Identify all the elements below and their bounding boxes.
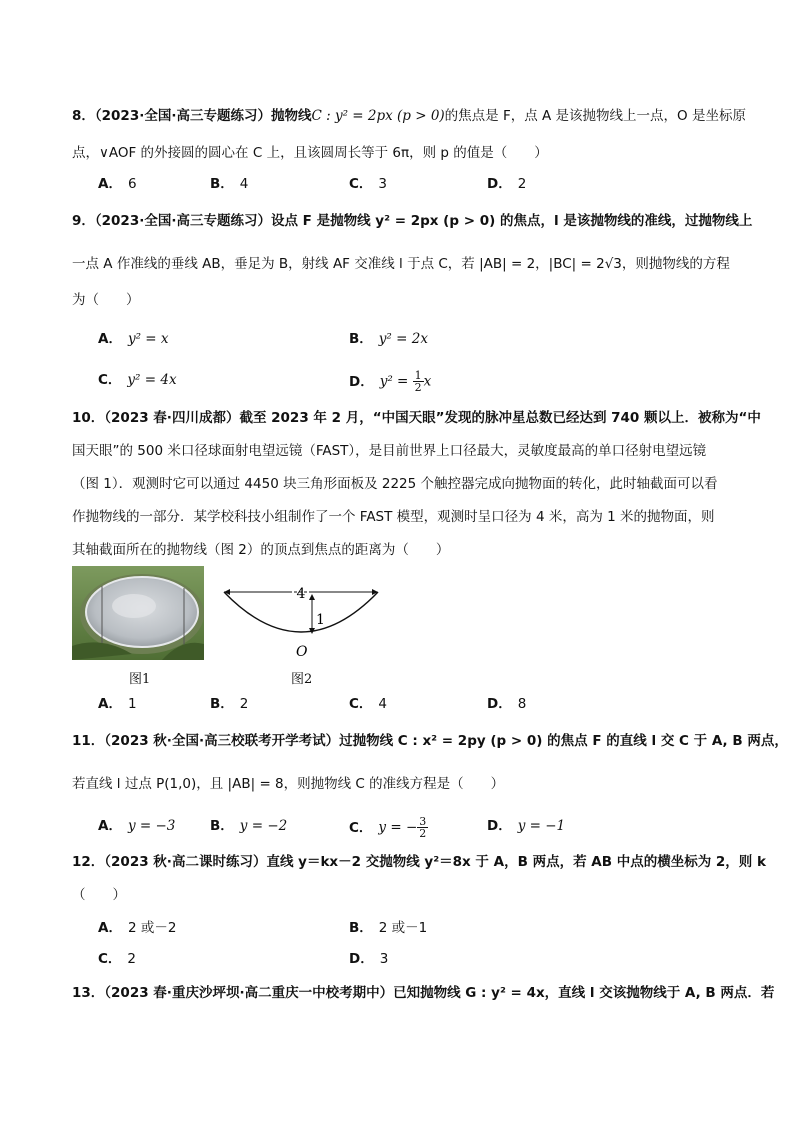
q10-line1: 10．（2023 春·四川成都）截至 2023 年 2 月，“中国天眼”发现的脉冲星总数已经达到 740 颗以上．被称为“中 (72, 410, 761, 426)
q11-line2: 若直线 l 过点 P(1,0)，且 |AB| = 8，则抛物线 C 的准线方程是（ ） (72, 776, 505, 792)
q9-option-b[interactable]: B． y² = 2x (349, 331, 428, 347)
q12-line1: 12．（2023 秋·高二课时练习）直线 y＝kx－2 交抛物线 y²＝8x 于 A，B 两点，若 AB 中点的横坐标为 2，则 k (72, 854, 766, 870)
q11-c-fraction: $\frac{3}{2}$ (419, 815, 427, 840)
q8-option-a[interactable]: A． 6 (98, 176, 137, 192)
q9-option-d[interactable]: D． y² = $\frac{1}{2}$ x (349, 369, 432, 394)
q8-parabola-equation: C : y² = 2px (p > 0) (311, 108, 445, 124)
q8-stem-suffix: 的焦点是 F，点 A 是该抛物线上一点，O 是坐标原 (444, 108, 746, 124)
q9-option-a[interactable]: A． y² = x (98, 331, 169, 347)
q10-line3: （图 1）．观测时它可以通过 4450 块三角形面板及 2225 个触控器完成向抛物面的转化，此时轴截面可以看 (72, 476, 718, 492)
q9-line1: 9．（2023·全国·高三专题练习）设点 F 是抛物线 y² = 2px (p > 0) 的焦点，l 是该抛物线的准线，过抛物线上 (72, 213, 753, 229)
q8-line1 (72, 106, 746, 126)
q10-line4: 作抛物线的一部分．某学校科技小组制作了一个 FAST 模型，观测时呈口径为 4 米，高为 1 米的抛物面，则 (72, 509, 715, 525)
q12-option-a[interactable]: A． 2 或－2 (98, 920, 177, 936)
q12-option-d[interactable]: D． 3 (349, 951, 389, 967)
figure-2-caption: 图2 (291, 672, 313, 687)
q10-option-b[interactable]: B． 2 (210, 696, 249, 712)
width-label: 4 (296, 586, 306, 602)
q10-option-a[interactable]: A． 1 (98, 696, 137, 712)
q9-d-fraction: $\frac{1}{2}$ (414, 369, 422, 394)
q11-option-a[interactable]: A． y = −3 (98, 818, 176, 834)
q13-line1: 13．（2023 春·重庆沙坪坝·高二重庆一中校考期中）已知抛物线 G : y² = 4x，直线 l 交该抛物线于 A, B 两点．若 (72, 985, 775, 1001)
height-label: 1 (316, 612, 325, 628)
q10-option-c[interactable]: C． 4 (349, 696, 388, 712)
q8-option-c[interactable]: C． 3 (349, 176, 388, 192)
q12-option-b[interactable]: B． 2 或－1 (349, 920, 428, 936)
q8-option-b[interactable]: B． 4 (210, 176, 249, 192)
q8-line2: 点，∨AOF 的外接圆的圆心在 C 上，且该圆周长等于 6π，则 p 的值是（ ） (72, 145, 548, 161)
q8-option-d[interactable]: D． 2 (487, 176, 527, 192)
q10-option-d[interactable]: D． 8 (487, 696, 527, 712)
q11-option-d[interactable]: D． y = −1 (487, 818, 566, 834)
vertex-label: O (296, 644, 308, 660)
q9-line2: 一点 A 作准线的垂线 AB，垂足为 B，射线 AF 交准线 l 于点 C，若 |AB| = 2，|BC| = 2√3，则抛物线的方程 (72, 256, 730, 272)
q9-option-c[interactable]: C． y² = 4x (98, 372, 177, 388)
figure-1-caption: 图1 (129, 672, 151, 687)
q9-line3: 为（ ） (72, 292, 140, 308)
fast-telescope-photo (72, 566, 204, 660)
q11-option-c[interactable]: C． y = − $\frac{3}{2}$ (349, 815, 427, 840)
q12-option-c[interactable]: C． 2 (98, 951, 137, 967)
arrowhead-up (309, 594, 315, 600)
q8-stem-prefix: 8．（2023·全国·高三专题练习）抛物线 (72, 108, 312, 124)
q10-line2: 国天眼”的 500 米口径球面射电望远镜（FAST），是目前世界上口径最大，灵敏度最高的单口径射电望远镜 (72, 443, 707, 459)
q11-line1: 11．（2023 秋·全国·高三校联考开学考试）过抛物线 C : x² = 2py (p > 0) 的焦点 F 的直线 l 交 C 于 A, B 两点， (72, 733, 788, 749)
q12-line2: （ ） (72, 887, 126, 903)
q11-option-b[interactable]: B． y = −2 (210, 818, 288, 834)
parabola-diagram (220, 582, 390, 666)
q10-line5: 其轴截面所在的抛物线（图 2）的顶点到焦点的距离为（ ） (72, 542, 450, 558)
